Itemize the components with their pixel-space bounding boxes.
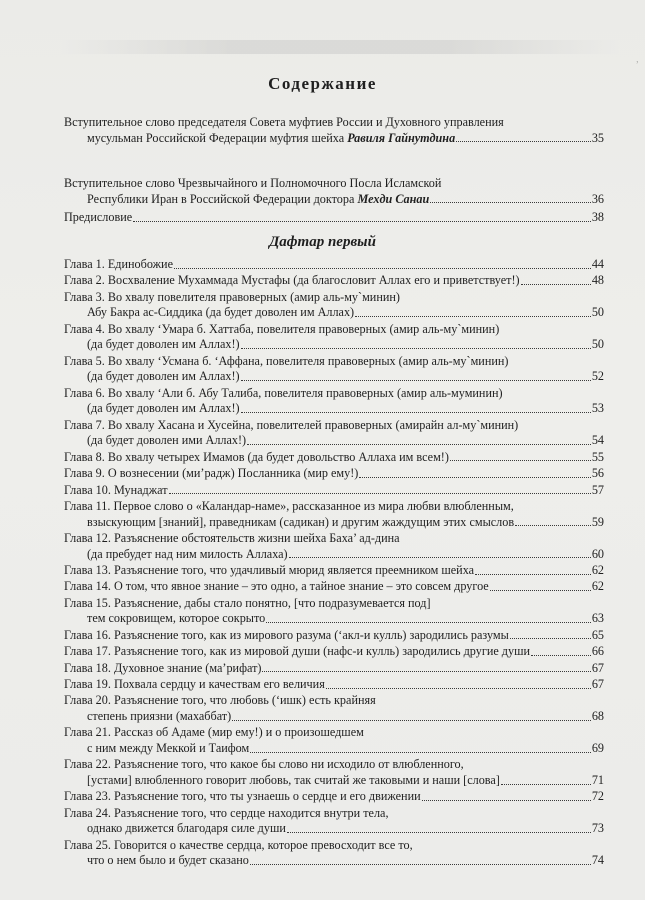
leader-dots [169,493,591,494]
page-number: 35 [591,130,604,145]
leader-dots [521,284,591,285]
toc-entry-line: Глава 20. Разъяснение того, что любовь (‘ишк) есть крайняя [64,693,376,708]
toc-entry-line: Глава 22. Разъяснение того, что какое бы слово ни исходило от влюбленного, [64,757,464,772]
page-number: 36 [591,191,604,206]
leader-dots [241,380,591,381]
page-number: 66 [591,644,604,659]
toc-entry-text: [устами] влюбленного говорит любовь, так считай же таковыми и наши [слова] [87,772,500,787]
toc-entry-line [64,628,604,644]
toc-entry-chapter[interactable] [64,644,604,660]
toc-entry-line [64,433,604,449]
toc-entry-foreword-mufti[interactable] [64,115,604,146]
page-number: 57 [591,482,604,497]
page-number: 71 [591,772,604,787]
toc-entry-text: Глава 13. Разъяснение того, что удачливый мюрид является преемником шейха [64,563,475,577]
toc-entry-foreword-ambassador[interactable] [64,176,604,207]
leader-dots [501,784,591,785]
leader-dots [232,720,591,721]
toc-entry-chapter[interactable] [64,290,604,321]
toc-entry-line: Глава 11. Первое слово о «Каландар-наме», рассказанное из мира любви влюбленным, [64,499,514,513]
toc-entry-text: мусульман Российской Федерации муфтия шейха [87,130,348,145]
toc-entry-chapter[interactable] [64,789,604,805]
page-number: 54 [591,433,604,448]
toc-entry-chapter[interactable] [64,418,604,449]
page-number: 56 [591,466,604,481]
toc-entry-line: Глава 7. Во хвалу Хасана и Хусейна, повелителей правоверных (амирайн ал-му`минин) [64,417,519,432]
page-number: 44 [591,257,604,271]
toc-entry-preface[interactable] [64,210,604,226]
toc-entry-line [64,611,604,627]
toc-entry-line [64,741,604,757]
toc-entry-text: взыскующим [знаний], праведникам (садикан) и другим жаждущим этих смыслов [87,514,515,529]
toc-entry-text: Глава 23. Разъяснение того, что ты узнаешь о сердце и его движении [64,789,421,804]
toc-entry-line [64,709,604,725]
leader-dots [326,688,591,689]
toc-entry-chapter[interactable] [64,531,604,562]
toc-entry-chapter[interactable] [64,466,604,482]
toc-entry-text: Глава 9. О вознесении (ми’радж) Посланника (мир ему!) [64,466,359,481]
toc-entry-chapter[interactable] [64,386,604,417]
leader-dots [450,460,591,461]
page-number: 72 [591,789,604,804]
leader-dots [490,590,591,591]
toc-entry-line [64,773,604,789]
toc-entry-line [64,466,604,482]
toc-entry-chapter[interactable] [64,596,604,627]
toc-entry-line [64,450,604,466]
toc-entry-text: Глава 17. Разъяснение того, как из мировой души (нафс-и кулль) зародились другие души [64,644,531,659]
leader-dots [266,622,591,623]
toc-entry-text: Глава 14. О том, что явное знание – это одно, а тайное знание – это совсем другое [64,579,489,594]
page-number: 68 [591,708,604,723]
toc-entry-line [64,210,604,226]
toc-entry-line [64,401,604,417]
toc-entry-line: Глава 21. Рассказ об Адаме (мир ему!) и о произошедшем [64,725,364,740]
toc-entry-chapter[interactable] [64,661,604,677]
leader-dots [430,202,591,203]
page-number: 52 [591,369,604,384]
toc-entry-chapter[interactable] [64,725,604,756]
toc-entry-text: степень приязни (махаббат) [87,708,232,723]
toc-entry-line [64,369,604,385]
author-name: Равиля Гайнутдина [347,130,456,145]
toc-entry-chapter[interactable] [64,757,604,788]
toc-entry-chapter[interactable] [64,257,604,273]
page-number: 38 [591,210,604,224]
leader-dots [250,752,591,753]
leader-dots [289,557,591,558]
author-name: Мехди Санаи [357,191,430,206]
page-number: 73 [591,821,604,836]
toc-entry-text: (да пребудет над ним милость Аллаха) [87,546,288,561]
toc-entry-text: Глава 18. Духовное знание (ма’рифат) [64,660,262,675]
toc-entry-line [64,257,604,273]
toc-entry-text: Глава 2. Восхваление Мухаммада Мустафы (да благословит Аллах его и приветствует!) [64,273,520,288]
leader-dots [133,221,591,222]
toc-entry-chapter[interactable] [64,483,604,499]
toc-entry-line [64,337,604,353]
leader-dots [250,864,591,865]
page-number: 65 [591,627,604,642]
toc-entry-text: Глава 10. Мунаджат [64,482,168,497]
toc-entry-text: (да будет доволен ими Аллах!) [87,433,247,448]
leader-dots [247,444,591,445]
toc-entry-line [64,677,604,693]
toc-entry-line: Глава 12. Разъяснение обстоятельств жизни шейха Баха’ ад-дина [64,531,400,545]
toc-entry-chapter[interactable] [64,450,604,466]
edge-mark: ’ [635,60,639,71]
page-number: 48 [591,273,604,288]
page-number: 62 [591,563,604,577]
toc-entry-text: (да будет доволен им Аллах!) [87,401,240,416]
toc-entry-line: Глава 25. Говорится о качестве сердца, которое превосходит все то, [64,837,413,852]
leader-dots [174,268,591,269]
toc-entry-line: Вступительное слово Чрезвычайного и Полномочного Посла Исламской [64,176,442,190]
page-number: 53 [591,401,604,416]
leader-dots [262,671,590,672]
toc-entry-chapter[interactable] [64,806,604,837]
page-number: 60 [591,546,604,561]
leader-dots [510,638,591,639]
toc-entry-line: Глава 15. Разъяснение, дабы стало понятно, [что подразумевается под] [64,595,431,610]
leader-dots [241,412,591,413]
toc-entry-text: Глава 8. Во хвалу четырех Имамов (да будет довольство Аллаха им всем!) [64,449,449,464]
toc-entry-chapter[interactable] [64,563,604,579]
toc-entry-text: (да будет доволен им Аллах!) [87,369,240,384]
page-number: 69 [591,740,604,755]
page-title: Содержание [268,74,377,93]
leader-dots [515,525,591,526]
toc-entry-chapter[interactable] [64,322,604,353]
toc-entry-line: Глава 24. Разъяснение того, что сердце находится внутри тела, [64,805,389,820]
page-number: 59 [591,514,604,529]
leader-dots [475,574,591,575]
toc-entry-text: однако движется благодаря силе души [87,821,286,836]
toc-entry-text: тем сокровищем, которое сокрыто [87,611,266,626]
page-number: 62 [591,579,604,594]
toc-entry-line: Глава 5. Во хвалу ‘Усмана б. ‘Аффана, повелителя правоверных (амир аль-му`минин) [64,353,509,368]
toc-entry-text: Республики Иран в Российской Федерации доктора [87,191,358,206]
leader-dots [456,141,591,142]
toc-entry-text: что о нем было и будет сказано [87,853,249,868]
toc-entry-line: Глава 3. Во хвалу повелителя правоверных (амир аль-му`минин) [64,289,400,304]
leader-dots [422,800,591,801]
page-number: 67 [591,677,604,691]
section-title: Дафтар первый [269,234,376,250]
page-number: 55 [591,449,604,464]
toc-entry-line [64,563,604,579]
toc-entry-chapter[interactable] [64,579,604,595]
toc-entry-line: Глава 4. Во хвалу ‘Умара б. Хаттаба, повелителя правоверных (амир аль-му`минин) [64,321,500,336]
toc-entry-line [64,515,604,531]
toc-entry-text: Глава 1. Единобожие [64,257,173,271]
toc-entry-line [64,579,604,595]
page-number: 50 [591,337,604,352]
leader-dots [359,477,591,478]
toc-entry-chapter[interactable] [64,693,604,724]
toc-entry-chapter[interactable] [64,628,604,644]
toc-entry-chapter[interactable] [64,354,604,385]
toc-entry-line [64,305,604,321]
toc-entry-chapter[interactable] [64,677,604,693]
leader-dots [241,348,591,349]
toc-entry-line [64,273,604,289]
toc-entry-text: с ним между Меккой и Таифом [87,740,250,755]
toc-entry-text: Глава 19. Похвала сердцу и качествам его величия [64,677,325,691]
toc-entry-line [64,853,604,869]
toc-entry-text: (да будет доволен им Аллах!) [87,337,240,352]
toc-entry-line [64,789,604,805]
toc-entry-text: Глава 16. Разъяснение того, как из мирового разума (‘акл-и кулль) зародились разумы [64,627,509,642]
toc-entry-line [64,547,604,563]
toc-entry-chapter[interactable] [64,838,604,869]
toc-entry-line [64,483,604,499]
page-number: 74 [591,853,604,868]
page-number: 50 [591,305,604,320]
toc-entry-chapter[interactable] [64,273,604,289]
toc-entry-line: Глава 6. Во хвалу ‘Али б. Абу Талиба, повелителя правоверных (амир аль-муминин) [64,385,503,400]
toc-entry-line [64,661,604,677]
page-number: 67 [591,660,604,675]
toc-entry-line [64,131,604,147]
toc-entry-line [64,821,604,837]
leader-dots [287,832,591,833]
leader-dots [531,655,591,656]
leader-dots [355,316,591,317]
toc-entry-line [64,644,604,660]
toc-entry-line [64,192,604,208]
toc-entry-text: Предисловие [64,210,133,224]
page-number: 63 [591,611,604,626]
toc-entry-line: Вступительное слово председателя Совета муфтиев России и Духовного управления [64,115,504,129]
toc-entry-text: Абу Бакра ас-Сиддика (да будет доволен им Аллах) [87,305,355,320]
toc-entry-chapter[interactable] [64,499,604,530]
bleed-through-shadow [60,40,620,54]
